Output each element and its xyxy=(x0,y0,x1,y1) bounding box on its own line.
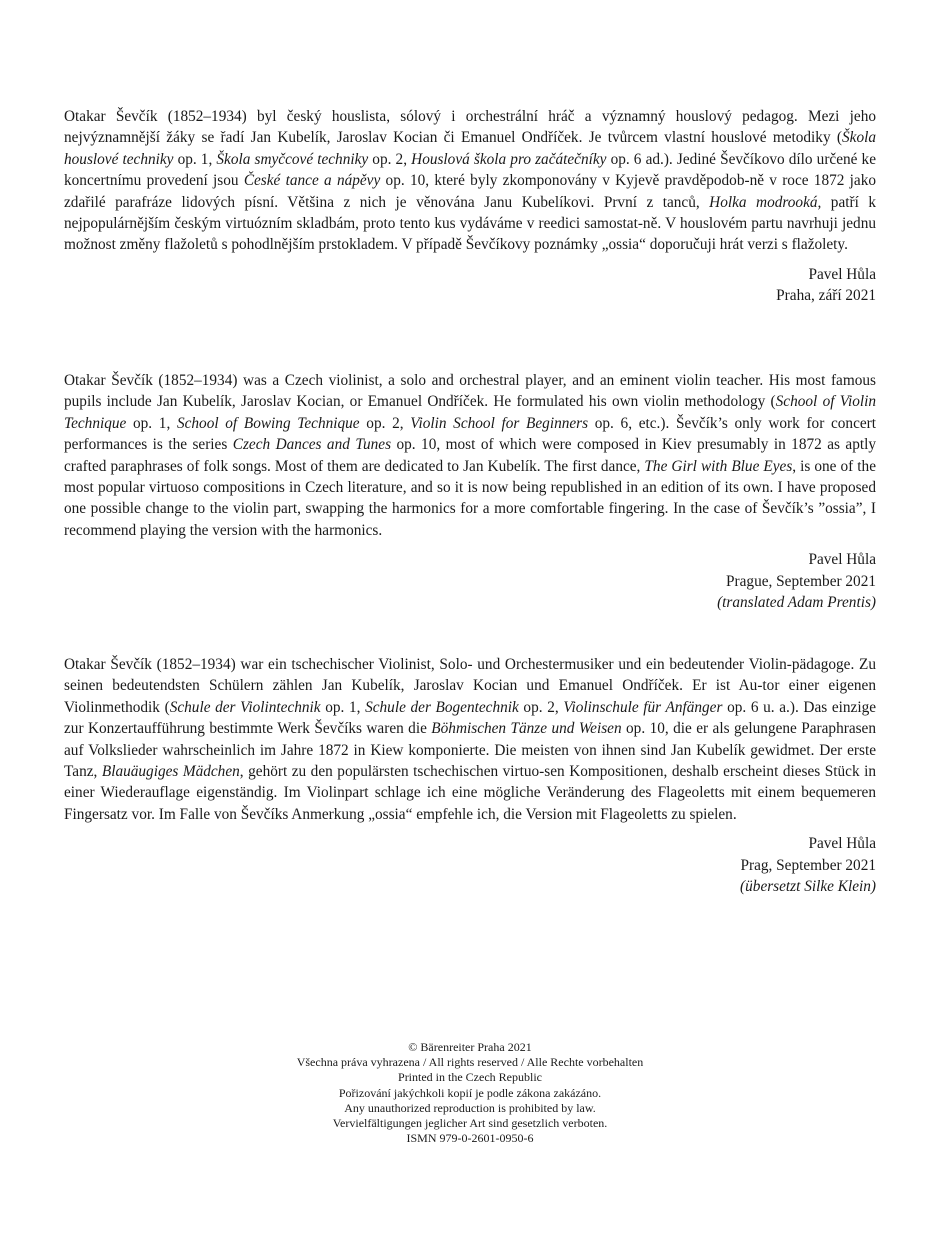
copy-notice-de: Vervielfältigungen jeglicher Art sind gesetzlich verboten. xyxy=(332,1116,608,1131)
signature-name: Pavel Hůla xyxy=(808,835,876,853)
signature-german xyxy=(64,833,876,898)
signature-translator: (translated Adam Prentis) xyxy=(717,594,876,612)
copyright-line: © Bärenreiter Praha 2021 xyxy=(408,1040,532,1054)
text-run: op. 6 ad.). Jediné Ševčíkovo dílo určené ke koncertnímu provedení jsou xyxy=(64,150,876,190)
italic-title: Holka modrooká, xyxy=(709,193,822,211)
italic-title: School of Bowing Technique xyxy=(176,414,360,432)
text-run: op. 1, xyxy=(320,698,366,716)
signature-name: Pavel Hůla xyxy=(808,265,876,283)
italic-title: Škola smyčcové techniky xyxy=(216,150,369,168)
text-run: op. 1, xyxy=(173,150,217,168)
italic-title: Škola houslové techniky xyxy=(64,129,876,168)
text-run: op. 1, xyxy=(126,414,177,432)
italic-title: Czech Dances and Tunes xyxy=(232,436,392,454)
italic-title: School of Violin Technique xyxy=(64,393,876,432)
text-run: op. 2, xyxy=(359,414,411,432)
text-run: Otakar Ševčík (1852–1934) was a Czech violinist, a solo and orchestral player, and an eminent violin teacher. His most famous pupils include Jan Kubelík, Jaroslav Kocian, or Emanuel Ondříček. He formulated his own violin methodology ( xyxy=(64,372,876,411)
signature-czech xyxy=(64,264,876,307)
italic-title: Schule der Violintechnik xyxy=(169,698,321,716)
copy-notice-cs: Pořizování jakýchkoli kopií je podle zákona zakázáno. xyxy=(338,1085,602,1100)
signature-translator: (übersetzt Silke Klein) xyxy=(740,878,876,896)
text-run: , gehört zu den populärsten tschechischen virtuo-sen Kompositionen, deshalb erscheint dieses Stück in einer Wiederauflage eigenständig. Im Violinpart schlage ich eine mögliche Veränderung des Flageoletts mit einem bequemeren Fingersatz vor. Im Falle von Ševčíks Anmerkung „ossia“ empfehle ich, die Version mit Flageoletts zu spielen. xyxy=(64,763,877,823)
ismn-line: ISMN 979-0-2601-0950-6 xyxy=(406,1131,534,1146)
signature-english xyxy=(64,549,876,614)
preface-german xyxy=(64,654,876,898)
text-run: Otakar Ševčík (1852–1934) byl český houslista, sólový i orchestrální hráč a významný houslový pedagog. Mezi jeho nejvýznamnější žáky se řadí Jan Kubelík, Jaroslav Kocian či Emanuel Ondříček. Je tvůrcem vlastní houslové metodiky ( xyxy=(64,108,876,147)
signature-name: Pavel Hůla xyxy=(808,551,876,569)
printed-line: Printed in the Czech Republic xyxy=(398,1070,542,1085)
italic-title: The Girl with Blue Eyes xyxy=(644,457,793,475)
italic-title: České tance a nápěvy xyxy=(243,172,381,190)
text-run: , is one of the most popular virtuoso compositions in Czech literature, and so it is now being republished in an edition of its own. I have proposed one possible change to the violin part, swapping the harmonics for a more comfortable fingering. In the case of Ševčík’s ”ossia”, I recommend playing the version with the harmonics. xyxy=(64,457,876,539)
text-run: op. 6 u. a.). Das einzige zur Konzertaufführung bestimmte Werk Ševčíks waren die xyxy=(64,698,877,738)
rights-line: Všechna práva vyhrazena / All rights reserved / Alle Rechte vorbehalten xyxy=(296,1055,644,1070)
preface-german-text xyxy=(64,654,876,825)
signature-place-date: Prag, September 2021 xyxy=(740,856,876,874)
signature-place-date: Prague, September 2021 xyxy=(726,572,876,590)
signature-place-date: Praha, září 2021 xyxy=(776,287,876,305)
copy-notice-en: Any unauthorized reproduction is prohibited by law. xyxy=(344,1100,596,1115)
preface-english-text xyxy=(64,370,876,541)
text-run: op. 10, které byly zkomponovány v Kyjevě pravděpodob-ně v roce 1872 jako zdařilé parafráze lidových písní. Většina z nich je věnována Janu Kubelíkovi. První z tanců, xyxy=(64,172,877,211)
text-run: op. 10, most of which were composed in Kiev presumably in 1872 as aptly crafted paraphrases of folk songs. Most of them are dedicated to Jan Kubelík. The first dance, xyxy=(64,436,876,475)
text-run: op. 6, etc.). Ševčík’s only work for concert performances is the series xyxy=(64,414,876,454)
preface-czech-text xyxy=(64,106,876,256)
text-run: op. 10, die er als gelungene Paraphrasen auf Volkslieder wahrscheinlich im Jahre 1872 in Kiew komponierte. Die meisten von ihnen sind Jan Kubelík gewidmet. Der erste Tanz, xyxy=(64,720,876,781)
text-run: op. 2, xyxy=(368,150,412,168)
italic-title: Houslová škola pro začátečníky xyxy=(411,150,607,168)
imprint-footer xyxy=(0,1040,940,1146)
preface-english xyxy=(64,370,876,614)
italic-title: Böhmischen Tänze und Weisen xyxy=(431,720,622,738)
italic-title: Violin School for Beginners xyxy=(410,414,589,432)
text-run: patří k nejpopulárnějším českým virtuózním skladbám, proto tento kus vydáváme v reedici samostat-ně. V houslovém partu navrhuji jednu možnost změny flažoletů s pohodlnějším prstokladem. V případě Ševčíkovy poznámky „ossia“ doporučuji hrát verzi s flažolety. xyxy=(64,193,876,254)
italic-title: Schule der Bogentechnik xyxy=(365,698,519,716)
text-run: op. 2, xyxy=(518,698,564,716)
preface-czech xyxy=(64,106,876,307)
italic-title: Blauäugiges Mädchen xyxy=(101,763,240,781)
text-run: Otakar Ševčík (1852–1934) war ein tschechischer Violinist, Solo- und Orchestermusiker und ein bedeutender Violin-pädagoge. Zu seinen bedeutendsten Schülern zählen Jan Kubelík, Jaroslav Kocian und Emanuel Ondříček. Er ist Au-tor einer eigenen Violinmethodik ( xyxy=(64,656,876,716)
italic-title: Violinschule für Anfänger xyxy=(563,698,723,716)
